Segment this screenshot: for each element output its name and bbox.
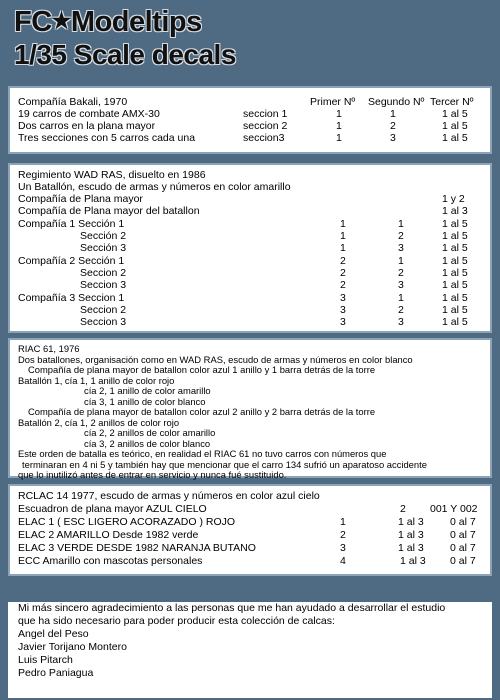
- section4-row: [10, 516, 490, 528]
- row-primer: 2: [340, 255, 346, 267]
- line-text: Batallón 1, cía 1, 1 anillo de color rojo: [18, 374, 175, 386]
- line-text: Angel del Peso: [18, 628, 89, 640]
- row-segundo: 2: [398, 267, 404, 279]
- line-text: cía 2, 2 anillos de color amarillo: [84, 427, 216, 438]
- row-label: Sección 2: [80, 230, 127, 242]
- section2-row: [10, 230, 490, 242]
- row-label: Compañía de Plana mayor: [18, 193, 143, 205]
- brand-left: FC: [14, 6, 52, 38]
- row-primer: 2: [340, 529, 346, 541]
- row-seccion: seccion3: [243, 132, 285, 144]
- row-segundo: 2: [400, 503, 406, 515]
- line-text: Este orden de batalla es teórico, en realidad el RIAC 61 no tuvo carros con números que: [18, 448, 387, 459]
- section4-row: [10, 542, 490, 554]
- line-text: Pedro Paniagua: [18, 667, 94, 679]
- section2-row: [10, 267, 490, 279]
- line-text: cía 2, 1 anillo de color amarillo: [84, 385, 211, 396]
- row-label: 19 carros de combate AMX-30: [18, 108, 160, 120]
- row-seccion: seccion 1: [243, 108, 288, 120]
- header-tercer: Tercer Nº: [430, 96, 474, 108]
- line-text: Mi más sincero agradecimiento a las personas que me han ayudado a desarrollar el estudio: [18, 602, 446, 614]
- section2-row: [10, 218, 490, 230]
- line-text: Compañía de plana mayor de batallon color azul 1 anillo y 1 barra detrás de la torre: [28, 364, 376, 375]
- row-primer: 3: [340, 292, 346, 304]
- row-primer: 1: [340, 230, 346, 242]
- row-primer: 1: [336, 132, 342, 144]
- row-label: Seccion 2: [80, 304, 127, 316]
- section2-row: [10, 205, 490, 217]
- row-primer: 3: [340, 316, 346, 328]
- row-segundo: 3: [390, 132, 396, 144]
- row-tercer: 1 al 5: [442, 267, 468, 279]
- line-text: Batallón 2, cía 1, 2 anillos de color rojo: [18, 416, 180, 428]
- section2-row: [10, 279, 490, 291]
- line-text: que lo inutilizó antes de entrar en servicio y nunca fué sustituido.: [18, 469, 287, 480]
- section-bakali: [8, 86, 492, 154]
- brand-title: [14, 6, 202, 37]
- row-label: Compañía de Plana mayor del batallon: [18, 205, 200, 217]
- section4-row: [10, 503, 490, 515]
- section1-row: [10, 132, 490, 144]
- row-seccion: seccion 2: [243, 120, 288, 132]
- row-segundo: 2: [398, 304, 404, 316]
- section2-row: [10, 255, 490, 267]
- row-primer: 4: [340, 555, 346, 567]
- brand-right: Modeltips: [70, 6, 202, 38]
- header-primer: Primer Nº: [310, 96, 356, 108]
- row-tercer: 1 al 5: [442, 316, 468, 328]
- row-primer: 1: [340, 242, 346, 254]
- row-segundo: 3: [398, 316, 404, 328]
- row-label: ECC Amarillo con mascotas personales: [18, 555, 203, 567]
- row-label: Un Batallón, escudo de armas y números en color amarillo: [18, 181, 291, 193]
- section2-row: [10, 292, 490, 304]
- line-text: RIAC 61, 1976: [18, 343, 80, 354]
- row-primer: 1: [336, 108, 342, 120]
- row-segundo: 1 al 3: [398, 529, 424, 541]
- line-text: cía 3, 1 anillo de color blanco: [84, 395, 206, 407]
- row-tercer: 0 al 7: [450, 555, 476, 567]
- section-wad-ras: [8, 163, 492, 333]
- row-label: Sección 3: [80, 242, 127, 254]
- row-label: Compañía Bakali, 1970: [18, 96, 128, 108]
- section2-row: [10, 304, 490, 316]
- star-icon: ★: [51, 8, 71, 33]
- row-label: Seccion 3: [80, 316, 127, 328]
- row-segundo: 1: [398, 255, 404, 267]
- section1-row: [10, 120, 490, 132]
- row-tercer: 1 al 5: [442, 230, 468, 242]
- row-tercer: 1 al 5: [442, 218, 468, 230]
- line-text: terminaran en 4 ni 5 y también hay que mencionar que el carro 134 sufrió un aparatoso accidente: [22, 458, 427, 470]
- row-label: ELAC 3 VERDE DESDE 1982 NARANJA BUTANO: [18, 542, 256, 554]
- row-tercer: 1 y 2: [442, 193, 465, 205]
- row-label: ELAC 2 AMARILLO Desde 1982 verde: [18, 529, 199, 541]
- row-label: Dos carros en la plana mayor: [18, 120, 156, 132]
- row-segundo: 1 al 3: [400, 555, 426, 567]
- header-segundo: Segundo Nº: [368, 96, 425, 108]
- section2-row: [10, 242, 490, 254]
- row-tercer: 1 al 5: [442, 132, 468, 144]
- section2-row: [10, 316, 490, 328]
- row-primer: 1: [340, 516, 346, 528]
- row-label: Tres secciones con 5 carros cada una: [18, 132, 196, 144]
- line-text: que ha sido necesario para poder producir esta colección de calcas:: [18, 615, 335, 627]
- row-tercer: 0 al 7: [450, 529, 476, 541]
- header: [0, 0, 500, 78]
- row-label: Regimiento WAD RAS, disuelto en 1986: [18, 169, 206, 181]
- row-primer: 2: [340, 279, 346, 291]
- row-segundo: 1 al 3: [398, 542, 424, 554]
- line-text: cía 3, 2 anillos de color blanco: [84, 437, 211, 449]
- row-label: RCLAC 14 1977, escudo de armas y números en color azul cielo: [18, 490, 320, 502]
- line-text: Dos batallones, organisación como en WAD RAS, escudo de armas y números en color blanco: [18, 353, 413, 365]
- line-text: Javier Torijano Montero: [18, 641, 127, 653]
- row-primer: 3: [340, 304, 346, 316]
- row-segundo: 1: [390, 108, 396, 120]
- row-tercer: 1 al 3: [442, 205, 468, 217]
- row-tercer: 001 Y 002: [430, 503, 478, 515]
- row-primer: 3: [340, 542, 346, 554]
- page-subtitle: 1/35 Scale decals: [14, 39, 236, 70]
- row-label: Seccion 2: [80, 267, 127, 279]
- row-tercer: 1 al 5: [442, 304, 468, 316]
- row-label: Compañía 1 Sección 1: [18, 218, 125, 230]
- row-primer: 2: [340, 267, 346, 279]
- row-primer: 1: [336, 120, 342, 132]
- row-tercer: 1 al 5: [442, 292, 468, 304]
- row-label: Escuadron de plana mayor AZUL CIELO: [18, 503, 207, 515]
- row-segundo: 1: [398, 292, 404, 304]
- row-label: ELAC 1 ( ESC LIGERO ACORAZADO ) ROJO: [18, 516, 236, 528]
- row-tercer: 1 al 5: [442, 255, 468, 267]
- row-label: Compañía 3 Seccion 1: [18, 292, 125, 304]
- row-label: Seccion 3: [80, 279, 127, 291]
- section4-row: [10, 555, 490, 567]
- row-tercer: 1 al 5: [442, 242, 468, 254]
- row-tercer: 1 al 5: [442, 120, 468, 132]
- section1-row: [10, 108, 490, 120]
- row-segundo: 1 al 3: [398, 516, 424, 528]
- section4-row: [10, 529, 490, 541]
- section-riac-61: [8, 338, 492, 478]
- row-segundo: 1: [398, 218, 404, 230]
- acknowledgements-box: [8, 602, 492, 698]
- row-tercer: 0 al 7: [450, 516, 476, 528]
- row-primer: 1: [340, 218, 346, 230]
- line-text: Compañía de plana mayor de batallon color azul 2 anillo y 2 barra detrás de la torre: [28, 406, 376, 417]
- row-segundo: 2: [398, 230, 404, 242]
- row-tercer: 0 al 7: [450, 542, 476, 554]
- row-tercer: 1 al 5: [442, 279, 468, 291]
- line-text: Luis Pitarch: [18, 654, 73, 666]
- section-rclac-14: [8, 484, 492, 576]
- row-segundo: 2: [390, 120, 396, 132]
- row-segundo: 3: [398, 242, 404, 254]
- row-segundo: 3: [398, 279, 404, 291]
- row-label: Compañía 2 Sección 1: [18, 255, 125, 267]
- row-tercer: 1 al 5: [442, 108, 468, 120]
- section2-row: [10, 193, 490, 205]
